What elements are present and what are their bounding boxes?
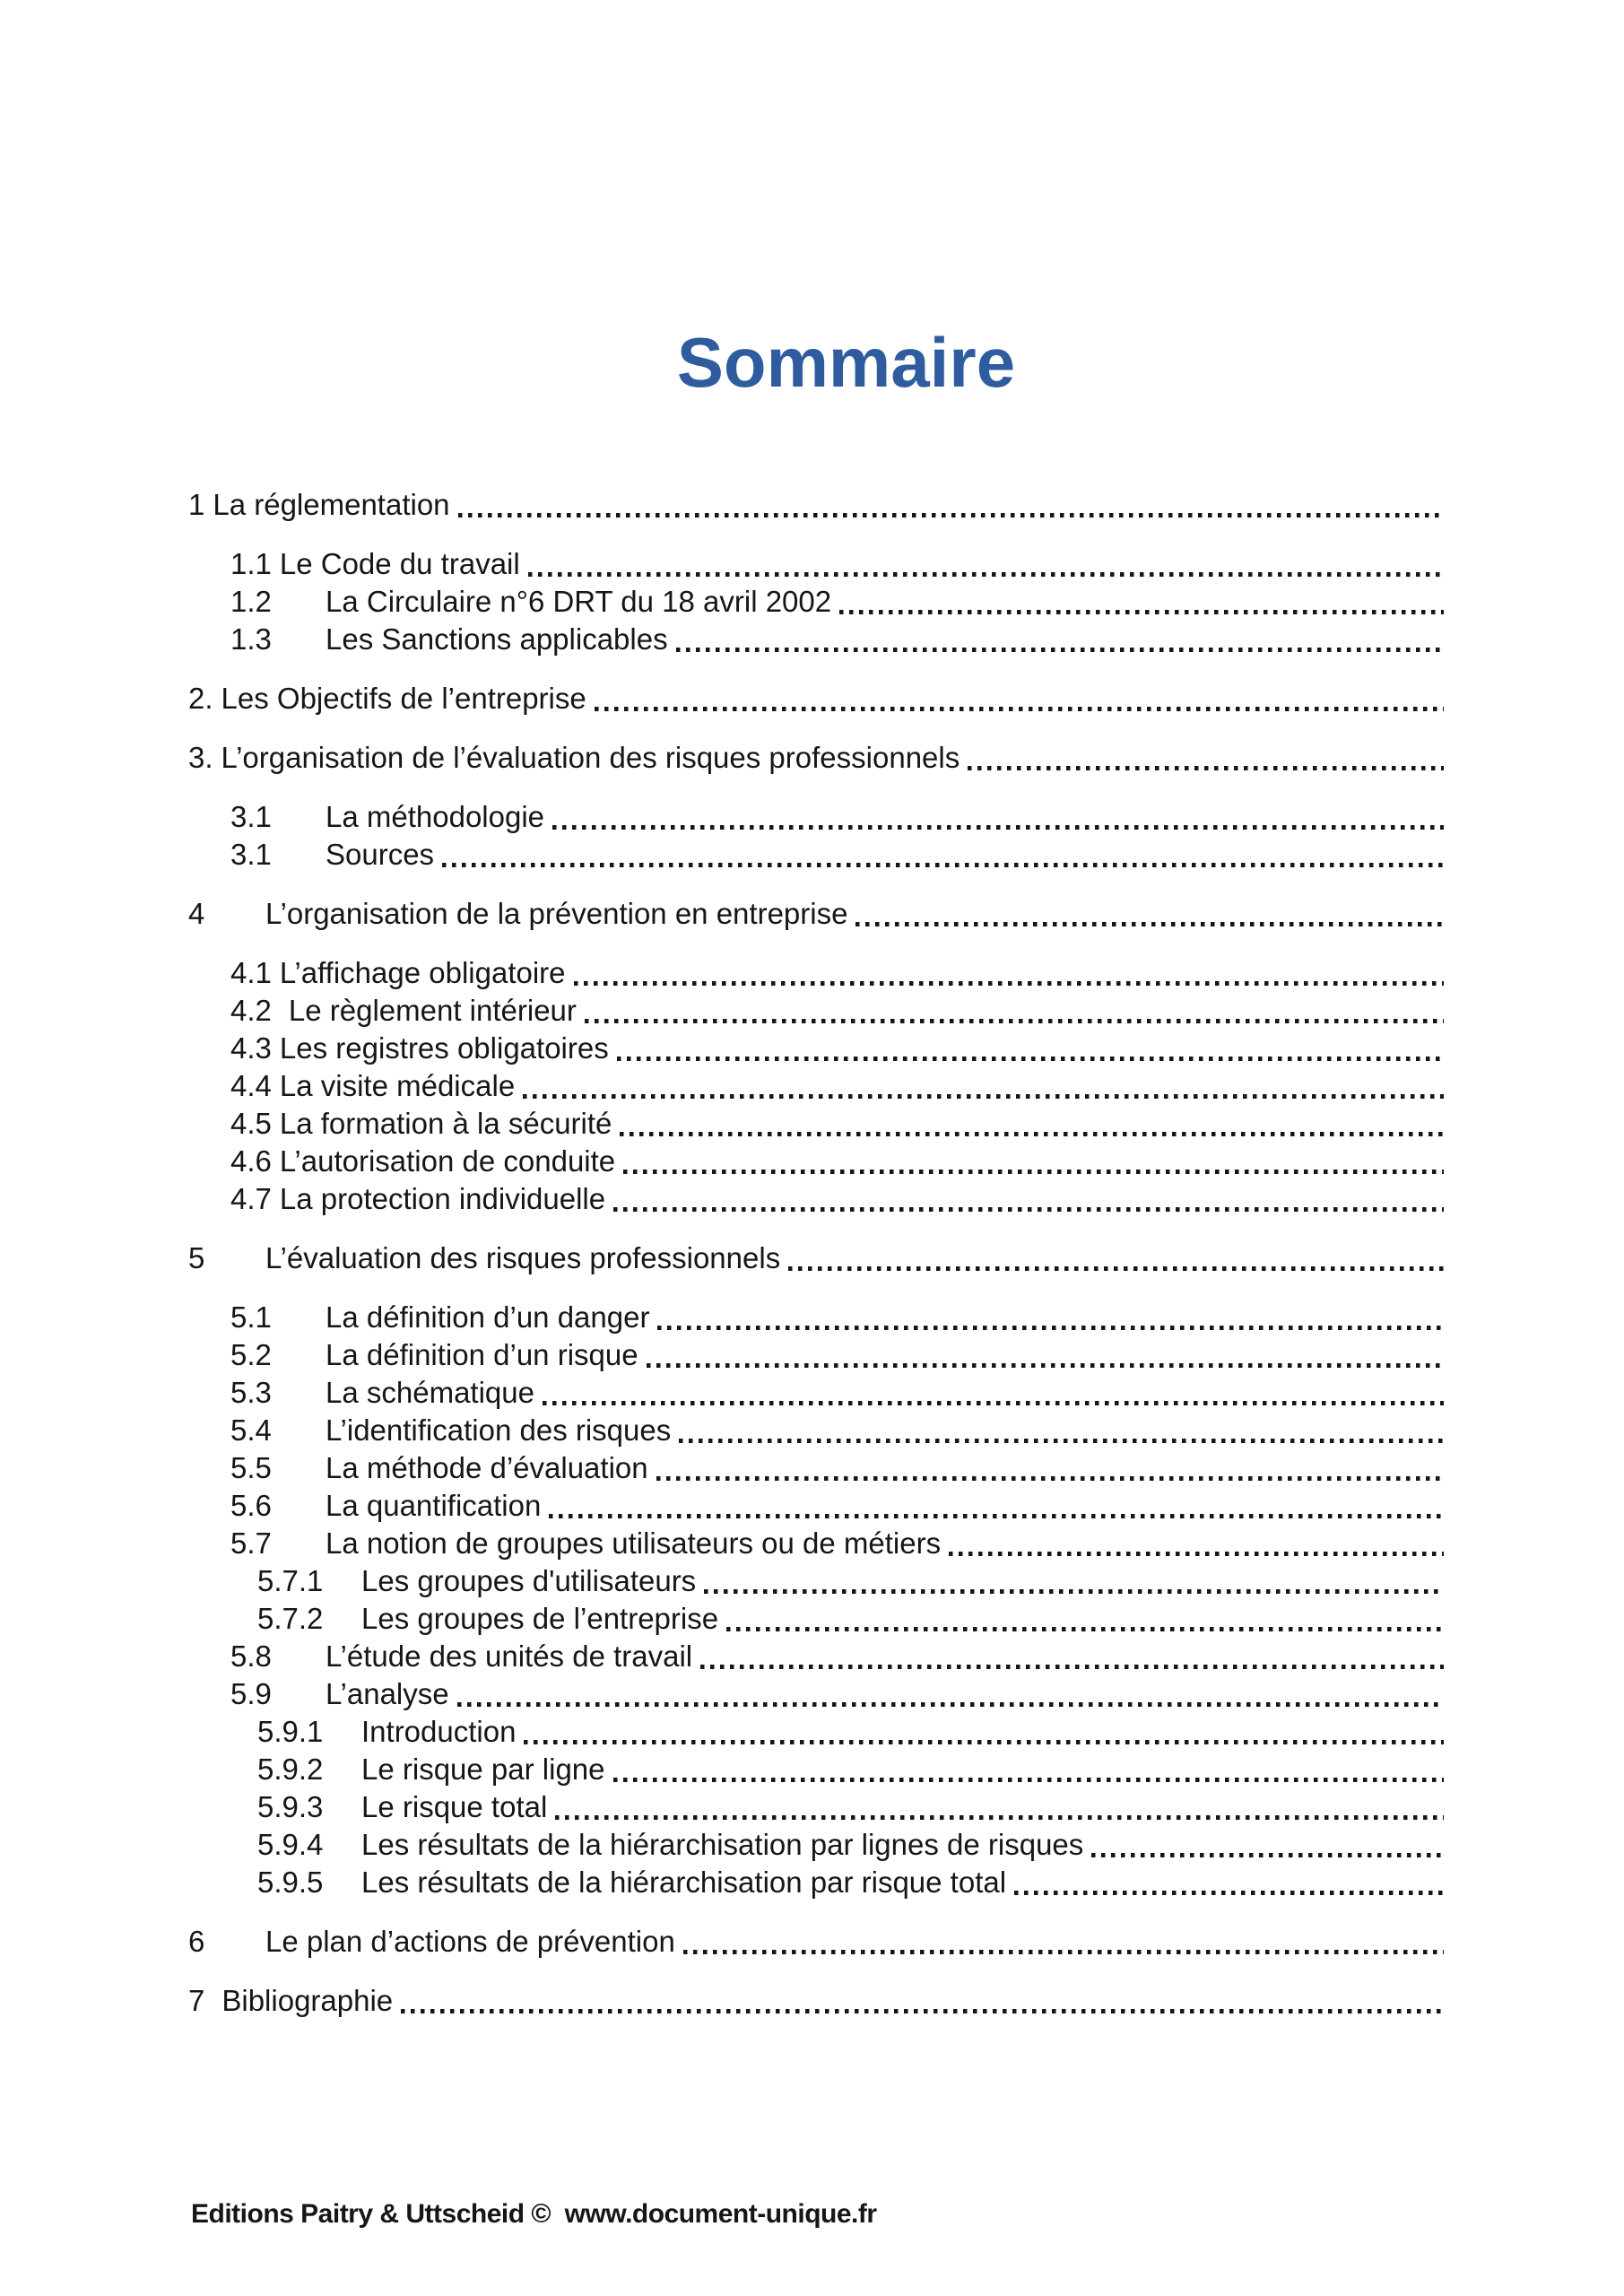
dot-leader (683, 1950, 1444, 1954)
toc-entry[interactable] (188, 486, 1624, 524)
dot-leader (549, 1514, 1444, 1518)
toc-entry[interactable] (230, 1299, 1624, 1336)
dot-leader (839, 610, 1444, 614)
toc-entry-number: 6 (188, 1924, 205, 1958)
dot-leader (524, 1740, 1444, 1744)
toc-entry[interactable] (230, 1675, 1624, 1713)
toc-entry-label: Les Sanctions applicables (326, 622, 668, 656)
toc-entry[interactable] (230, 1067, 1624, 1105)
toc-entry[interactable] (230, 1030, 1624, 1067)
toc-entry-number: 3.1 (230, 837, 272, 871)
toc-entry-label: L’évaluation des risques professionnels (265, 1240, 781, 1274)
page-footer: Editions Paitry & Uttscheid © www.document-unique.fr (191, 2199, 877, 2229)
dot-leader (585, 1019, 1444, 1023)
toc-entry[interactable] (257, 1562, 1624, 1600)
toc-entry[interactable] (257, 1600, 1624, 1638)
dot-leader (676, 648, 1444, 652)
toc-entry-label: Bibliographie (221, 1983, 394, 2017)
dot-leader (949, 1552, 1444, 1556)
toc-entry-label: Le plan d’actions de prévention (265, 1924, 675, 1958)
dot-leader (657, 1326, 1444, 1330)
toc-entry[interactable] (188, 739, 1624, 777)
toc-entry-label: La notion de groupes utilisateurs ou de métiers (326, 1526, 942, 1560)
dot-leader (457, 1702, 1444, 1707)
toc-entry-number: 5.1 (230, 1300, 272, 1334)
toc-entry-label: L’identification des risques (326, 1413, 672, 1447)
toc-entry-number: 5.9.4 (257, 1827, 324, 1861)
toc-entry[interactable] (230, 1638, 1624, 1675)
toc-entry[interactable] (188, 895, 1624, 933)
toc-entry-number: 5.4 (230, 1413, 272, 1447)
toc-entry-label: La formation à la sécurité (279, 1106, 612, 1140)
dot-leader (528, 572, 1444, 577)
toc-entry-label: L’organisation de l’évaluation des risques professionnels (221, 740, 960, 774)
toc-entry[interactable] (257, 1788, 1624, 1826)
toc-entry[interactable] (230, 1336, 1624, 1374)
toc-entry[interactable] (230, 1525, 1624, 1562)
toc-entry-number: 5.2 (230, 1337, 272, 1371)
toc-entry-label: Les groupes d'utilisateurs (361, 1563, 697, 1597)
toc-entry-number: 5.7 (230, 1526, 272, 1560)
toc-entry[interactable] (230, 836, 1624, 874)
dot-leader (523, 1094, 1444, 1099)
toc-entry-number: 5.9.3 (257, 1789, 324, 1823)
toc-entry-label: L’analyse (326, 1676, 449, 1710)
toc-entry-number: 5.8 (230, 1639, 272, 1673)
toc-entry-label: Les résultats de la hiérarchisation par lignes de risques (361, 1827, 1084, 1861)
toc-entry-label: La méthode d’évaluation (326, 1450, 648, 1484)
toc-entry-label: Les groupes de l’entreprise (361, 1601, 719, 1635)
toc-entry-number: 5.9.5 (257, 1865, 324, 1899)
toc-entry-number: 4.2 (230, 993, 272, 1027)
toc-entry-label: Les résultats de la hiérarchisation par risque total (361, 1865, 1007, 1899)
dot-leader (1014, 1891, 1444, 1895)
toc-entry-number: 1.1 (230, 546, 272, 580)
toc-entry-number: 4.7 (230, 1181, 272, 1215)
toc-entry-number: 5.7.1 (257, 1563, 324, 1597)
toc-entry-number: 3.1 (230, 799, 272, 833)
toc-entry-number: 4.6 (230, 1144, 272, 1178)
toc-entry-number: 5.6 (230, 1488, 272, 1522)
toc-entry-number: 5 (188, 1240, 205, 1274)
toc-entry-label: L’organisation de la prévention en entreprise (265, 896, 848, 930)
toc-entry[interactable] (230, 954, 1624, 992)
toc-entry-label: Le Code du travail (279, 546, 520, 580)
toc-entry[interactable] (230, 992, 1624, 1030)
dot-leader (726, 1627, 1444, 1631)
dot-leader (595, 707, 1444, 711)
toc-entry[interactable] (230, 545, 1624, 583)
toc-entry[interactable] (257, 1751, 1624, 1788)
toc-entry-label: Les Objectifs de l’entreprise (221, 681, 586, 715)
toc-entry-number: 4 (188, 896, 205, 930)
toc-entry[interactable] (257, 1826, 1624, 1864)
dot-leader (656, 1476, 1444, 1481)
toc-entry-number: 4.3 (230, 1031, 272, 1065)
toc-entry-label: La méthodologie (326, 799, 545, 833)
toc-entry-number: 1.3 (230, 622, 272, 656)
dot-leader (679, 1439, 1444, 1443)
toc-entry-number: 7 (188, 1983, 205, 2017)
toc-entry-label: La définition d’un risque (326, 1337, 638, 1371)
toc-entry-number: 2. (188, 681, 213, 715)
dot-leader (617, 1057, 1444, 1061)
dot-leader (555, 1815, 1444, 1820)
dot-leader (574, 981, 1444, 986)
toc-entry[interactable] (230, 1374, 1624, 1412)
toc-entry[interactable] (230, 621, 1624, 658)
toc-entry-label: Introduction (361, 1714, 517, 1748)
toc-entry[interactable] (257, 1864, 1624, 1901)
toc-entry-number: 4.1 (230, 955, 272, 989)
toc-entry[interactable] (188, 1982, 1624, 2020)
dot-leader (1091, 1853, 1444, 1857)
table-of-contents (0, 486, 1624, 2020)
toc-entry-number: 5.3 (230, 1375, 272, 1409)
toc-entry-label: La quantification (326, 1488, 542, 1522)
dot-leader (704, 1589, 1444, 1594)
dot-leader (552, 825, 1444, 830)
toc-entry-number: 4.5 (230, 1106, 272, 1140)
toc-entry-label: La protection individuelle (279, 1181, 606, 1215)
dot-leader (623, 1170, 1444, 1174)
toc-entry-number: 5.9 (230, 1676, 272, 1710)
toc-entry[interactable] (230, 798, 1624, 836)
toc-entry-label: La visite médicale (279, 1068, 516, 1102)
toc-entry-number: 5.9.1 (257, 1714, 324, 1748)
toc-entry[interactable] (230, 1412, 1624, 1449)
toc-entry-number: 5.7.2 (257, 1601, 324, 1635)
toc-entry-label: La Circulaire n°6 DRT du 18 avril 2002 (326, 584, 832, 618)
toc-entry[interactable] (230, 583, 1624, 621)
toc-entry-label: Le règlement intérieur (288, 993, 577, 1027)
dot-leader (442, 863, 1444, 867)
page-title: Sommaire (676, 323, 1016, 402)
dot-leader (543, 1401, 1444, 1405)
toc-entry[interactable] (230, 1180, 1624, 1218)
toc-entry-number: 1 (188, 487, 205, 521)
toc-entry[interactable] (230, 1105, 1624, 1143)
toc-entry-number: 1.2 (230, 584, 272, 618)
toc-entry-label: La définition d’un danger (326, 1300, 650, 1334)
toc-entry-label: Sources (326, 837, 435, 871)
toc-entry[interactable] (188, 1923, 1624, 1961)
toc-entry[interactable] (230, 1449, 1624, 1487)
dot-leader (401, 2009, 1444, 2013)
dot-leader (613, 1778, 1444, 1782)
toc-entry[interactable] (257, 1713, 1624, 1751)
toc-entry-label: Le risque par ligne (361, 1752, 605, 1786)
toc-entry-label: L’affichage obligatoire (279, 955, 566, 989)
toc-entry-label: L’autorisation de conduite (279, 1144, 616, 1178)
toc-entry-label: La schématique (326, 1375, 534, 1409)
dot-leader (700, 1665, 1444, 1669)
toc-entry-number: 5.5 (230, 1450, 272, 1484)
dot-leader (647, 1363, 1444, 1368)
toc-entry-label: La réglementation (213, 487, 450, 521)
dot-leader (613, 1207, 1444, 1212)
toc-entry[interactable] (230, 1143, 1624, 1180)
toc-entry[interactable] (188, 680, 1624, 718)
toc-entry-number: 3. (188, 740, 213, 774)
dot-leader (968, 766, 1444, 770)
toc-entry-label: L’étude des unités de travail (326, 1639, 693, 1673)
dot-leader (620, 1132, 1444, 1136)
toc-entry[interactable] (188, 1239, 1624, 1277)
toc-entry-number: 4.4 (230, 1068, 272, 1102)
dot-leader (788, 1266, 1444, 1271)
toc-entry-label: Le risque total (361, 1789, 548, 1823)
toc-entry-label: Les registres obligatoires (279, 1031, 609, 1065)
toc-entry-number: 5.9.2 (257, 1752, 324, 1786)
toc-entry[interactable] (230, 1487, 1624, 1525)
dot-leader (855, 922, 1444, 926)
dot-leader (458, 513, 1444, 517)
